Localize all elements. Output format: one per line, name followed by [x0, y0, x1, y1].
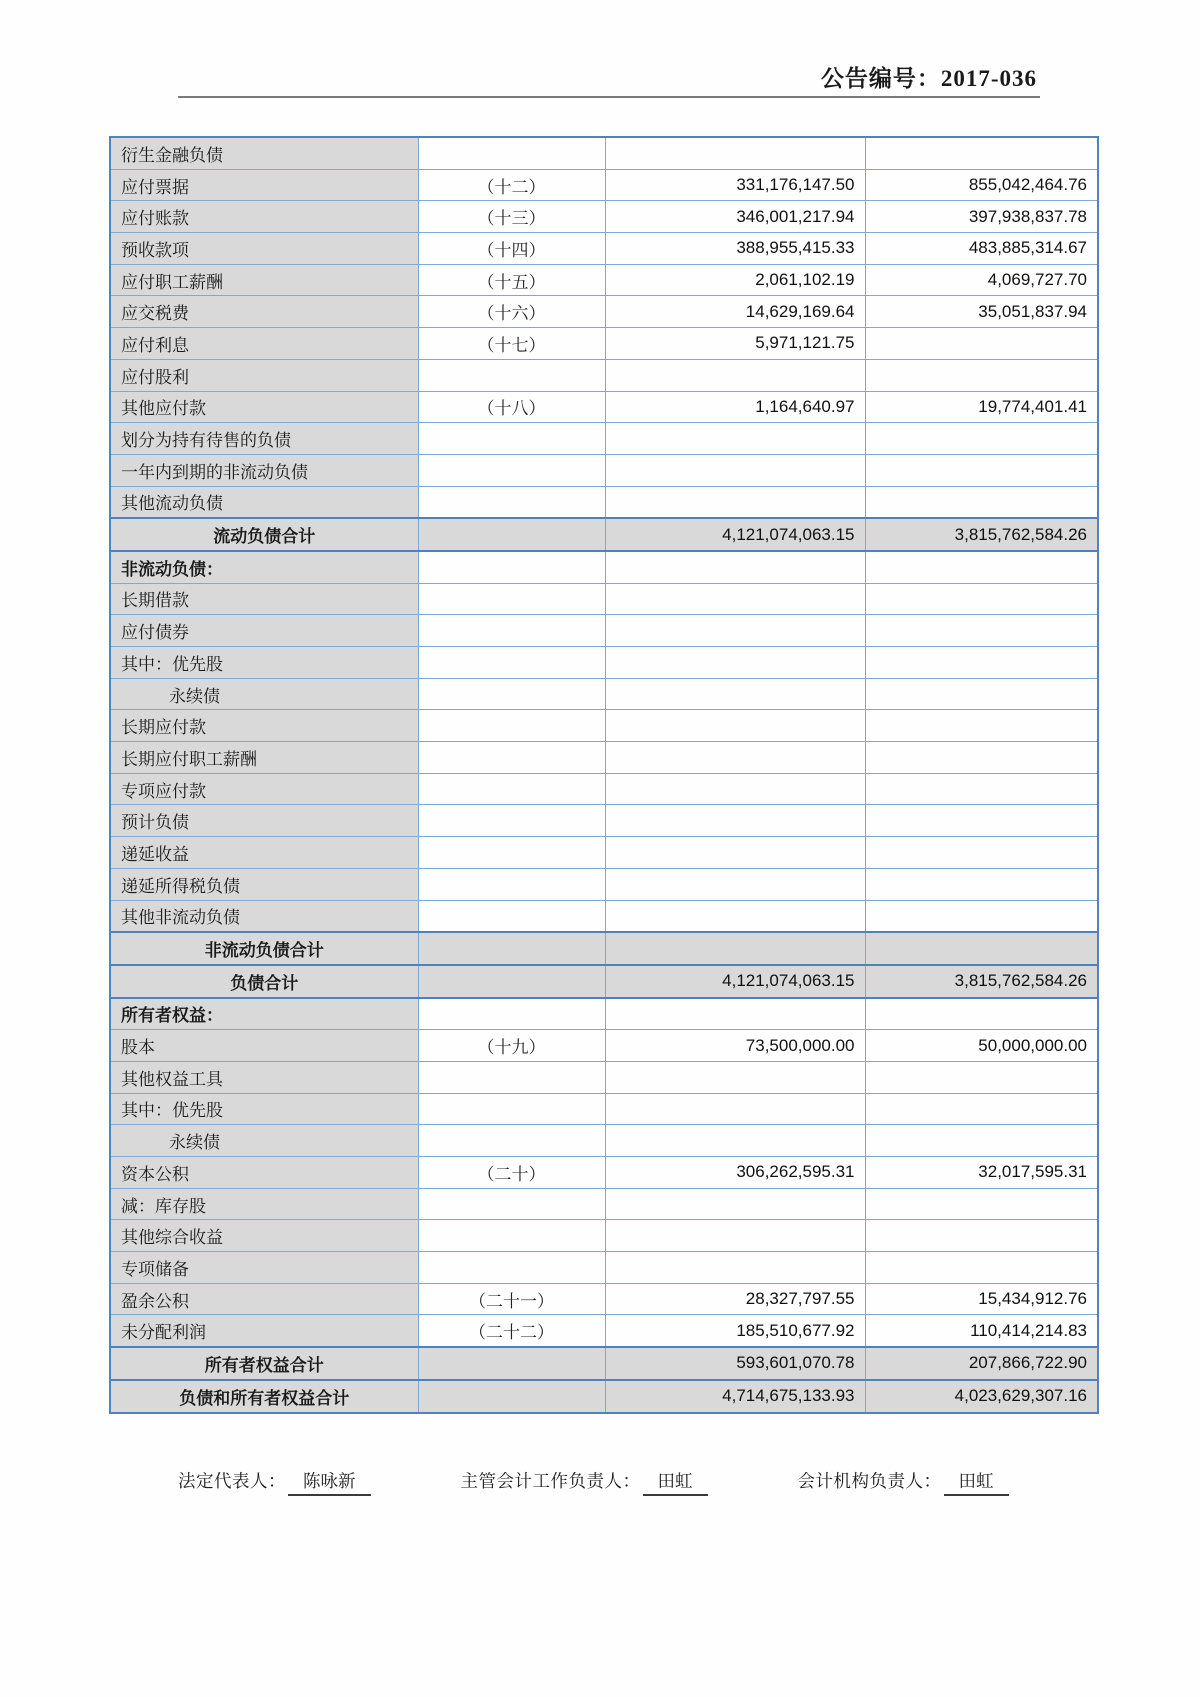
note-cell — [418, 1188, 605, 1220]
note-cell — [418, 454, 605, 486]
previous-amount-cell — [865, 1220, 1098, 1252]
accounting-head-name: 田虹 — [643, 1468, 708, 1496]
note-cell — [418, 773, 605, 805]
accounting-head-label: 主管会计工作负责人： — [460, 1471, 641, 1491]
previous-amount-cell — [865, 1252, 1098, 1284]
previous-amount-cell: 4,069,727.70 — [865, 264, 1098, 296]
note-cell — [418, 1347, 605, 1380]
row-label-cell: 长期应付款 — [110, 710, 418, 742]
current-amount-cell — [605, 1125, 865, 1157]
row-label-cell: 划分为持有待售的负债 — [110, 423, 418, 455]
table-row — [110, 1347, 1098, 1380]
current-amount-cell — [605, 615, 865, 647]
previous-amount-cell — [865, 868, 1098, 900]
current-amount-cell: 331,176,147.50 — [605, 169, 865, 201]
current-amount-cell: 306,262,595.31 — [605, 1157, 865, 1189]
current-amount-cell — [605, 805, 865, 837]
row-label-cell: 专项应付款 — [110, 773, 418, 805]
current-amount-cell: 73,500,000.00 — [605, 1030, 865, 1062]
note-cell — [418, 137, 605, 169]
accounting-org-label: 会计机构负责人： — [797, 1471, 942, 1491]
row-label-cell: 负债合计 — [110, 965, 418, 998]
current-amount-cell — [605, 1252, 865, 1284]
previous-amount-cell — [865, 486, 1098, 518]
table-row — [110, 710, 1098, 742]
previous-amount-cell — [865, 647, 1098, 679]
row-label-cell: 永续债 — [110, 1125, 418, 1157]
table-row — [110, 998, 1098, 1030]
row-label-cell: 所有者权益合计 — [110, 1347, 418, 1380]
row-label-cell: 非流动负债： — [110, 551, 418, 583]
row-label-cell: 应交税费 — [110, 296, 418, 328]
previous-amount-cell — [865, 773, 1098, 805]
current-amount-cell: 593,601,070.78 — [605, 1347, 865, 1380]
note-cell: （十六） — [418, 296, 605, 328]
announcement-number: 公告编号：2017-036 — [820, 66, 1037, 91]
row-label-cell: 预收款项 — [110, 233, 418, 265]
legal-rep-name: 陈咏新 — [288, 1468, 371, 1496]
note-cell — [418, 1252, 605, 1284]
table-row — [110, 868, 1098, 900]
previous-amount-cell — [865, 454, 1098, 486]
note-cell: （十二） — [418, 169, 605, 201]
table-row — [110, 615, 1098, 647]
table-row — [110, 932, 1098, 965]
note-cell — [418, 998, 605, 1030]
previous-amount-cell — [865, 551, 1098, 583]
current-amount-cell: 185,510,677.92 — [605, 1315, 865, 1347]
note-cell: （十五） — [418, 264, 605, 296]
previous-amount-cell: 3,815,762,584.26 — [865, 518, 1098, 551]
row-label-cell: 长期借款 — [110, 583, 418, 615]
previous-amount-cell — [865, 678, 1098, 710]
row-label-cell: 其他综合收益 — [110, 1220, 418, 1252]
note-cell — [418, 932, 605, 965]
current-amount-cell — [605, 998, 865, 1030]
table-row — [110, 900, 1098, 932]
row-label-cell: 预计负债 — [110, 805, 418, 837]
previous-amount-cell — [865, 137, 1098, 169]
row-label-cell: 应付票据 — [110, 169, 418, 201]
previous-amount-cell — [865, 423, 1098, 455]
current-amount-cell: 4,714,675,133.93 — [605, 1380, 865, 1413]
balance-sheet-body — [110, 137, 1098, 1413]
header-rule — [178, 96, 1040, 98]
table-row — [110, 359, 1098, 391]
current-amount-cell — [605, 868, 865, 900]
signature-legal-representative — [178, 1468, 371, 1496]
previous-amount-cell: 19,774,401.41 — [865, 391, 1098, 423]
table-row — [110, 391, 1098, 423]
table-row — [110, 423, 1098, 455]
previous-amount-cell — [865, 742, 1098, 774]
note-cell — [418, 1220, 605, 1252]
table-row — [110, 518, 1098, 551]
row-label-cell: 应付职工薪酬 — [110, 264, 418, 296]
table-row — [110, 647, 1098, 679]
current-amount-cell: 4,121,074,063.15 — [605, 965, 865, 998]
note-cell — [418, 678, 605, 710]
note-cell — [418, 868, 605, 900]
row-label-cell: 应付账款 — [110, 201, 418, 233]
current-amount-cell — [605, 551, 865, 583]
previous-amount-cell — [865, 1061, 1098, 1093]
table-row — [110, 1125, 1098, 1157]
signature-accounting-head — [461, 1468, 708, 1496]
note-cell — [418, 486, 605, 518]
note-cell: （十四） — [418, 233, 605, 265]
accounting-org-name: 田虹 — [944, 1468, 1009, 1496]
current-amount-cell: 14,629,169.64 — [605, 296, 865, 328]
previous-amount-cell: 50,000,000.00 — [865, 1030, 1098, 1062]
note-cell: （二十） — [418, 1157, 605, 1189]
previous-amount-cell: 15,434,912.76 — [865, 1283, 1098, 1315]
previous-amount-cell — [865, 1188, 1098, 1220]
note-cell — [418, 1061, 605, 1093]
note-cell — [418, 837, 605, 869]
current-amount-cell — [605, 1220, 865, 1252]
row-label-cell: 盈余公积 — [110, 1283, 418, 1315]
note-cell: （十三） — [418, 201, 605, 233]
current-amount-cell: 2,061,102.19 — [605, 264, 865, 296]
table-row — [110, 773, 1098, 805]
row-label-cell: 非流动负债合计 — [110, 932, 418, 965]
current-amount-cell — [605, 1093, 865, 1125]
table-row — [110, 454, 1098, 486]
previous-amount-cell: 207,866,722.90 — [865, 1347, 1098, 1380]
note-cell — [418, 551, 605, 583]
note-cell — [418, 742, 605, 774]
row-label-cell: 其他权益工具 — [110, 1061, 418, 1093]
previous-amount-cell — [865, 998, 1098, 1030]
current-amount-cell — [605, 932, 865, 965]
table-row — [110, 169, 1098, 201]
previous-amount-cell: 35,051,837.94 — [865, 296, 1098, 328]
table-row — [110, 965, 1098, 998]
note-cell: （二十二） — [418, 1315, 605, 1347]
row-label-cell: 递延收益 — [110, 837, 418, 869]
table-row — [110, 201, 1098, 233]
previous-amount-cell: 483,885,314.67 — [865, 233, 1098, 265]
current-amount-cell — [605, 710, 865, 742]
table-row — [110, 137, 1098, 169]
current-amount-cell — [605, 678, 865, 710]
row-label-cell: 股本 — [110, 1030, 418, 1062]
row-label-cell: 资本公积 — [110, 1157, 418, 1189]
table-row — [110, 296, 1098, 328]
table-row — [110, 1380, 1098, 1413]
row-label-cell: 其他非流动负债 — [110, 900, 418, 932]
note-cell — [418, 583, 605, 615]
current-amount-cell — [605, 423, 865, 455]
current-amount-cell — [605, 1061, 865, 1093]
row-label-cell: 应付利息 — [110, 328, 418, 360]
signature-accounting-org — [798, 1468, 1009, 1496]
table-row — [110, 1030, 1098, 1062]
row-label-cell: 永续债 — [110, 678, 418, 710]
note-cell: （十九） — [418, 1030, 605, 1062]
previous-amount-cell — [865, 359, 1098, 391]
current-amount-cell — [605, 1188, 865, 1220]
note-cell — [418, 615, 605, 647]
table-row — [110, 264, 1098, 296]
row-label-cell: 长期应付职工薪酬 — [110, 742, 418, 774]
table-row — [110, 742, 1098, 774]
previous-amount-cell — [865, 710, 1098, 742]
note-cell — [418, 423, 605, 455]
current-amount-cell — [605, 137, 865, 169]
current-amount-cell — [605, 486, 865, 518]
current-amount-cell — [605, 900, 865, 932]
row-label-cell: 流动负债合计 — [110, 518, 418, 551]
balance-sheet-table — [109, 136, 1099, 1414]
previous-amount-cell: 397,938,837.78 — [865, 201, 1098, 233]
previous-amount-cell: 32,017,595.31 — [865, 1157, 1098, 1189]
previous-amount-cell — [865, 900, 1098, 932]
table-row — [110, 233, 1098, 265]
row-label-cell: 一年内到期的非流动负债 — [110, 454, 418, 486]
current-amount-cell: 28,327,797.55 — [605, 1283, 865, 1315]
row-label-cell: 应付债券 — [110, 615, 418, 647]
row-label-cell: 其他应付款 — [110, 391, 418, 423]
current-amount-cell — [605, 359, 865, 391]
note-cell: （十八） — [418, 391, 605, 423]
table-row — [110, 1220, 1098, 1252]
table-row — [110, 1252, 1098, 1284]
table-row — [110, 1061, 1098, 1093]
note-cell — [418, 965, 605, 998]
current-amount-cell: 5,971,121.75 — [605, 328, 865, 360]
current-amount-cell: 4,121,074,063.15 — [605, 518, 865, 551]
note-cell — [418, 518, 605, 551]
current-amount-cell — [605, 837, 865, 869]
previous-amount-cell: 855,042,464.76 — [865, 169, 1098, 201]
previous-amount-cell: 4,023,629,307.16 — [865, 1380, 1098, 1413]
row-label-cell: 衍生金融负债 — [110, 137, 418, 169]
row-label-cell: 专项储备 — [110, 1252, 418, 1284]
table-row — [110, 837, 1098, 869]
previous-amount-cell — [865, 328, 1098, 360]
note-cell — [418, 359, 605, 391]
note-cell — [418, 900, 605, 932]
previous-amount-cell — [865, 1093, 1098, 1125]
note-cell: （二十一） — [418, 1283, 605, 1315]
previous-amount-cell: 110,414,214.83 — [865, 1315, 1098, 1347]
table-row — [110, 1157, 1098, 1189]
previous-amount-cell — [865, 805, 1098, 837]
current-amount-cell — [605, 773, 865, 805]
previous-amount-cell — [865, 837, 1098, 869]
table-row — [110, 1093, 1098, 1125]
previous-amount-cell — [865, 615, 1098, 647]
current-amount-cell: 346,001,217.94 — [605, 201, 865, 233]
row-label-cell: 递延所得税负债 — [110, 868, 418, 900]
table-row — [110, 805, 1098, 837]
legal-rep-label: 法定代表人： — [178, 1471, 286, 1491]
previous-amount-cell — [865, 1125, 1098, 1157]
row-label-cell: 应付股利 — [110, 359, 418, 391]
table-row — [110, 551, 1098, 583]
note-cell — [418, 710, 605, 742]
table-row — [110, 1283, 1098, 1315]
note-cell — [418, 1093, 605, 1125]
row-label-cell: 未分配利润 — [110, 1315, 418, 1347]
current-amount-cell — [605, 454, 865, 486]
previous-amount-cell — [865, 583, 1098, 615]
current-amount-cell: 388,955,415.33 — [605, 233, 865, 265]
row-label-cell: 其中：优先股 — [110, 647, 418, 679]
note-cell — [418, 647, 605, 679]
previous-amount-cell: 3,815,762,584.26 — [865, 965, 1098, 998]
note-cell — [418, 1380, 605, 1413]
row-label-cell: 减：库存股 — [110, 1188, 418, 1220]
row-label-cell: 负债和所有者权益合计 — [110, 1380, 418, 1413]
table-row — [110, 486, 1098, 518]
table-row — [110, 678, 1098, 710]
current-amount-cell: 1,164,640.97 — [605, 391, 865, 423]
current-amount-cell — [605, 583, 865, 615]
table-row — [110, 1315, 1098, 1347]
current-amount-cell — [605, 742, 865, 774]
table-row — [110, 583, 1098, 615]
note-cell — [418, 1125, 605, 1157]
row-label-cell: 所有者权益： — [110, 998, 418, 1030]
note-cell: （十七） — [418, 328, 605, 360]
note-cell — [418, 805, 605, 837]
row-label-cell: 其中：优先股 — [110, 1093, 418, 1125]
table-row — [110, 328, 1098, 360]
table-row — [110, 1188, 1098, 1220]
signature-footer — [178, 1468, 1009, 1496]
row-label-cell: 其他流动负债 — [110, 486, 418, 518]
previous-amount-cell — [865, 932, 1098, 965]
current-amount-cell — [605, 647, 865, 679]
